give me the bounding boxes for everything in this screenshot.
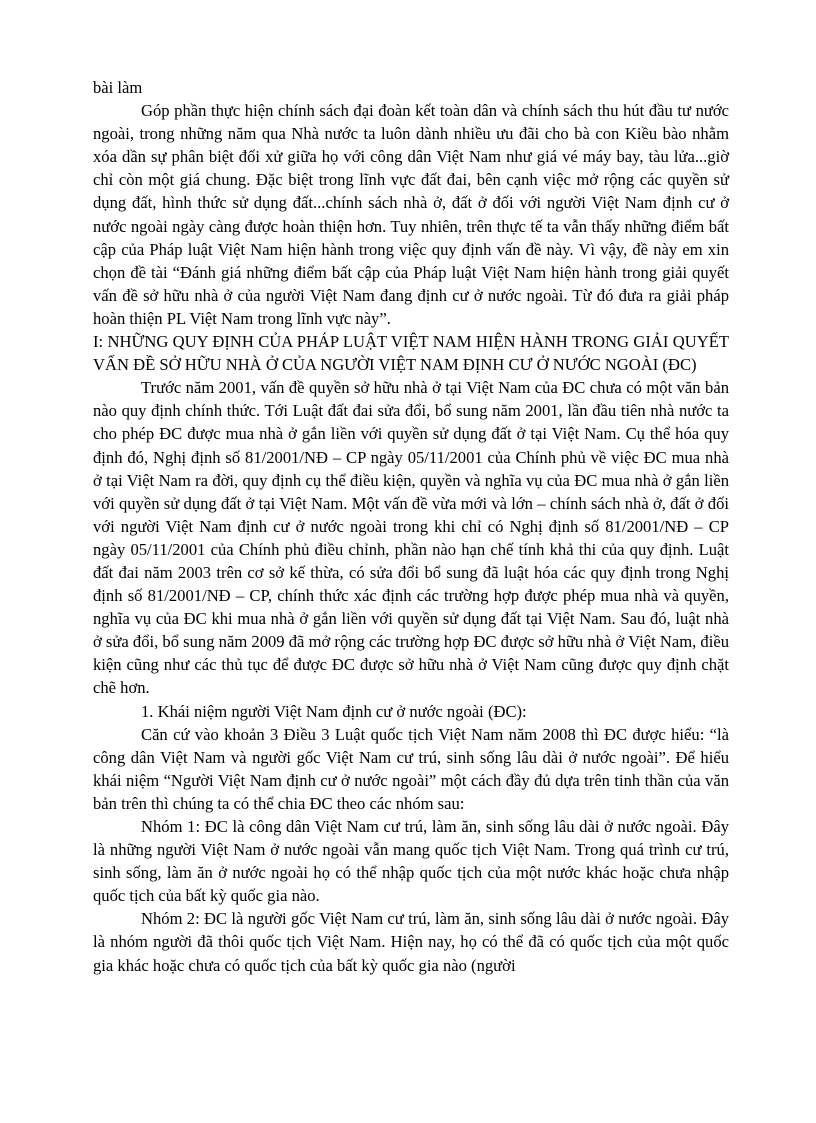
history-paragraph: Trước năm 2001, vấn đề quyền sở hữu nhà ở tại Việt Nam của ĐC chưa có một văn bản nào quy định chính thức. Tới Luật đất đai sửa đổi, bổ sung năm 2001, lần đầu tiên nhà nước ta cho phép ĐC được mua nhà ở gắn liền với quyền sử dụng đất ở tại Việt Nam. Cụ thể hóa quy định đó, Nghị định số 81/2001/NĐ – CP ngày 05/11/2001 của Chính phủ về việc ĐC mua nhà ở tại Việt Nam ra đời, quy định cụ thể điều kiện, quyền và nghĩa vụ của ĐC mua nhà ở gắn liền với quyền sử dụng đất ở tại Việt Nam. Một vấn đề vừa mới và lớn – chính sách nhà ở, đất ở đối với người Việt Nam định cư ở nước ngoài trong khi chỉ có Nghị định số 81/2001/NĐ – CP ngày 05/11/2001 của Chính phủ điều chỉnh, phần nào hạn chế tính khả thi của quy định. Luật đất đai năm 2003 trên cơ sở kế thừa, có sửa đổi bổ sung đã luật hóa các quy định trong Nghị định số 81/2001/NĐ – CP, chính thức xác định các trường hợp được phép mua nhà và quyền, nghĩa vụ của ĐC khi mua nhà ở gắn liền với quyền sử dụng đất tại Việt Nam. Sau đó, luật nhà ở sửa đổi, bổ sung năm 2009 đã mở rộng các trường hợp ĐC được sở hữu nhà ở Việt Nam, điều kiện cũng như các thủ tục để được ĐC được sở hữu nhà ở Việt Nam cũng được quy định chặt chẽ hơn. bbox=[93, 378, 729, 698]
intro-paragraph: Góp phần thực hiện chính sách đại đoàn kết toàn dân và chính sách thu hút đầu tư nước ngoài, trong những năm qua Nhà nước ta luôn dành nhiều ưu đãi cho bà con Kiều bào nhằm xóa dần sự phân biệt đối xử giữa họ với công dân Việt Nam như giá vé máy bay, tàu lửa...giờ chỉ còn một giá chung. Đặc biệt trong lĩnh vực đất đai, bên cạnh việc mở rộng các quyền sử dụng đất, hình thức sử dụng đất...chính sách nhà ở, đất ở đối với người Việt Nam định cư ở nước ngoài ngày càng được hoàn thiện hơn. Tuy nhiên, trên thực tế ta vẫn thấy những điểm bất cập của Pháp luật Việt Nam hiện hành trong việc quy định vấn đề này. Vì vậy, đề này em xin chọn đề tài “Đánh giá những điểm bất cập của Pháp luật Việt Nam hiện hành trong giải quyết vấn đề sở hữu nhà ở của người Việt Nam đang định cư ở nước ngoài. Từ đó đưa ra giải pháp hoàn thiện PL Việt Nam trong lĩnh vực này”. bbox=[93, 101, 729, 328]
group-1-paragraph: Nhóm 1: ĐC là công dân Việt Nam cư trú, làm ăn, sinh sống lâu dài ở nước ngoài. Đây là những người Việt Nam ở nước ngoài vẫn mang quốc tịch Việt Nam. Trong quá trình cư trú, sinh sống, làm ăn ở nước ngoài họ có thể nhập quốc tịch của một nước khác hoặc chưa nhập quốc tịch của bất kỳ quốc gia nào. bbox=[93, 817, 729, 906]
list-item-heading: 1. Khái niệm người Việt Nam định cư ở nước ngoài (ĐC): bbox=[141, 701, 527, 721]
definition-paragraph: Căn cứ vào khoản 3 Điều 3 Luật quốc tịch Việt Nam năm 2008 thì ĐC được hiểu: “là công dân Việt Nam và người gốc Việt Nam cư trú, sinh sống lâu dài ở nước ngoài”. Để hiểu khái niệm “Người Việt Nam định cư ở nước ngoài” một cách đầy đủ dựa trên tinh thần của văn bản trên thì chúng ta có thể chia ĐC theo các nhóm sau: bbox=[93, 724, 729, 813]
opening-line: bài làm bbox=[93, 78, 143, 97]
document-page bbox=[93, 76, 729, 977]
group-2-paragraph: Nhóm 2: ĐC là người gốc Việt Nam cư trú, làm ăn, sinh sống lâu dài ở nước ngoài. Đây là nhóm người đã thôi quốc tịch Việt Nam. Hiện nay, họ có thể đã có quốc tịch của một quốc gia khác hoặc chưa có quốc tịch của bất kỳ quốc gia nào (người bbox=[93, 909, 729, 975]
section-heading: I: NHỮNG QUY ĐỊNH CỦA PHÁP LUẬT VIỆT NAM HIỆN HÀNH TRONG GIẢI QUYẾT VẤN ĐỀ SỞ HỮU NHÀ Ở CỦA NGƯỜI VIỆT NAM ĐỊNH CƯ Ở NƯỚC NGOÀI (ĐC) bbox=[93, 332, 729, 375]
